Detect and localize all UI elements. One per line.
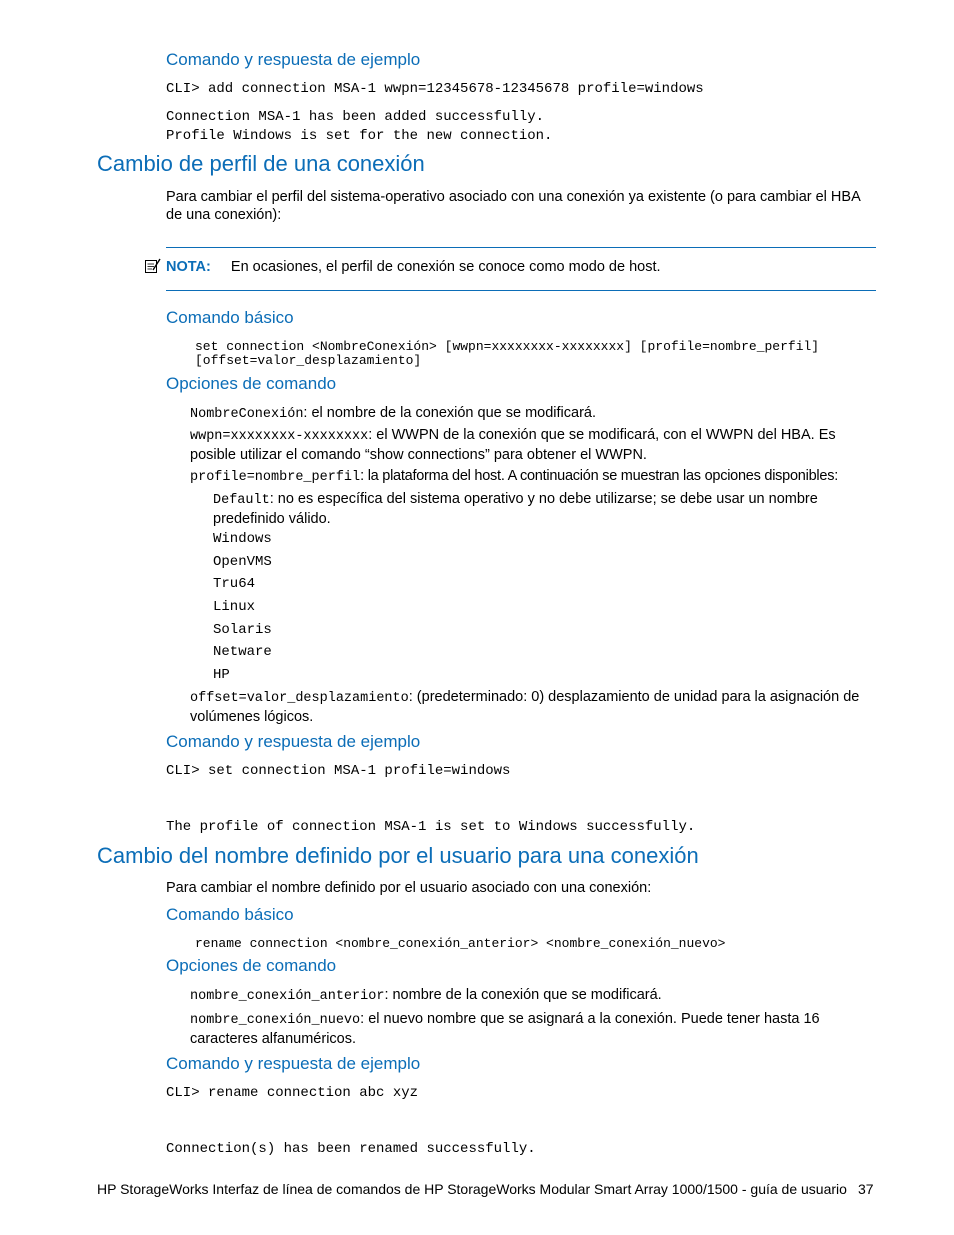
example-command: CLI> add connection MSA-1 wwpn=12345678-12345678 profile=windows: [166, 81, 704, 97]
basic-command-heading: Comando básico: [166, 905, 294, 924]
profile-option: HP: [213, 667, 230, 683]
option-new-name: [190, 1010, 875, 1048]
profile-option: Linux: [213, 599, 256, 615]
footer-text: HP StorageWorks Interfaz de línea de comandos de HP StorageWorks Modular Smart Array 1000/1500 - guía de usuario: [97, 1181, 847, 1197]
section-intro: Para cambiar el nombre definido por el usuario asociado con una conexión:: [166, 880, 652, 896]
note-bottom-rule: [166, 290, 876, 291]
option-connection-name: [190, 404, 596, 424]
profile-option: OpenVMS: [213, 554, 272, 570]
page-number: 37: [858, 1181, 874, 1197]
basic-command-line: set connection <NombreConexión> [wwpn=xxxxxxxx-xxxxxxxx] [profile=nombre_perfil]: [195, 339, 820, 354]
option-description: : no es específica del sistema operativo y no debe utilizarse; se debe usar un nombre predefinido válido.: [213, 491, 818, 527]
example-output-line: Connection(s) has been renamed successfully.: [166, 1141, 536, 1157]
note-label: NOTA:: [166, 259, 211, 275]
section-title-change-profile: Cambio de perfil de una conexión: [97, 151, 425, 176]
option-description: : nombre de la conexión que se modificará.: [384, 987, 662, 1003]
option-wwpn: [190, 426, 880, 464]
command-options-heading: Opciones de comando: [166, 956, 337, 975]
example-heading: Comando y respuesta de ejemplo: [166, 50, 421, 69]
basic-command-line: [offset=valor_desplazamiento]: [195, 353, 422, 368]
section-intro: Para cambiar el perfil del sistema-operativo asociado con una conexión ya existente (o para cambiar el HBA de una conexión):: [166, 189, 860, 223]
option-description: : (predeterminado: 0) desplazamiento de unidad para la asignación de volúmenes lógicos.: [190, 689, 860, 725]
option-code: wwpn=xxxxxxxx-xxxxxxxx: [190, 429, 369, 444]
option-code: nombre_conexión_anterior: [190, 989, 385, 1004]
note: [166, 258, 661, 276]
profile-option: Windows: [213, 531, 272, 547]
basic-command-heading: Comando básico: [166, 308, 294, 327]
example-command: CLI> set connection MSA-1 profile=windows: [166, 763, 511, 779]
command-options-heading: Opciones de comando: [166, 374, 337, 393]
section-title-rename-connection: Cambio del nombre definido por el usuario para una conexión: [97, 843, 699, 868]
option-description: : la plataforma del host. A continuación se muestran las opciones disponibles:: [360, 468, 838, 484]
option-code: offset=valor_desplazamiento: [190, 691, 409, 706]
example-output-line: Connection MSA-1 has been added successfully.: [166, 109, 545, 125]
profile-option: Tru64: [213, 576, 256, 592]
option-offset: [190, 688, 870, 726]
note-top-rule: [166, 247, 876, 248]
option-profile: [190, 467, 838, 487]
profile-option: Solaris: [213, 622, 272, 638]
note-text: En ocasiones, el perfil de conexión se conoce como modo de host.: [230, 259, 661, 275]
option-code: Default: [213, 493, 270, 508]
example-output-line: The profile of connection MSA-1 is set to Windows successfully.: [166, 819, 696, 835]
example-heading: Comando y respuesta de ejemplo: [166, 732, 421, 751]
example-output-line: Profile Windows is set for the new connection.: [166, 128, 553, 144]
option-code: profile=nombre_perfil: [190, 470, 361, 485]
profile-default: [213, 490, 863, 528]
basic-command-line: rename connection <nombre_conexión_anterior> <nombre_conexión_nuevo>: [195, 936, 726, 951]
option-description: : el nuevo nombre que se asignará a la conexión. Puede tener hasta 16 caracteres alfanuméricos.: [190, 1011, 820, 1047]
note-icon: [144, 257, 162, 275]
example-heading: Comando y respuesta de ejemplo: [166, 1054, 421, 1073]
option-code: NombreConexión: [190, 407, 304, 422]
option-code: nombre_conexión_nuevo: [190, 1013, 361, 1028]
option-old-name: [190, 986, 662, 1006]
option-description: : el WWPN de la conexión que se modificará, con el WWPN del HBA. Es posible utilizar el comando “show connections” para obtener el WWPN.: [190, 427, 836, 463]
example-command: CLI> rename connection abc xyz: [166, 1085, 419, 1101]
profile-option: Netware: [213, 644, 272, 660]
option-description: : el nombre de la conexión que se modificará.: [303, 405, 597, 421]
